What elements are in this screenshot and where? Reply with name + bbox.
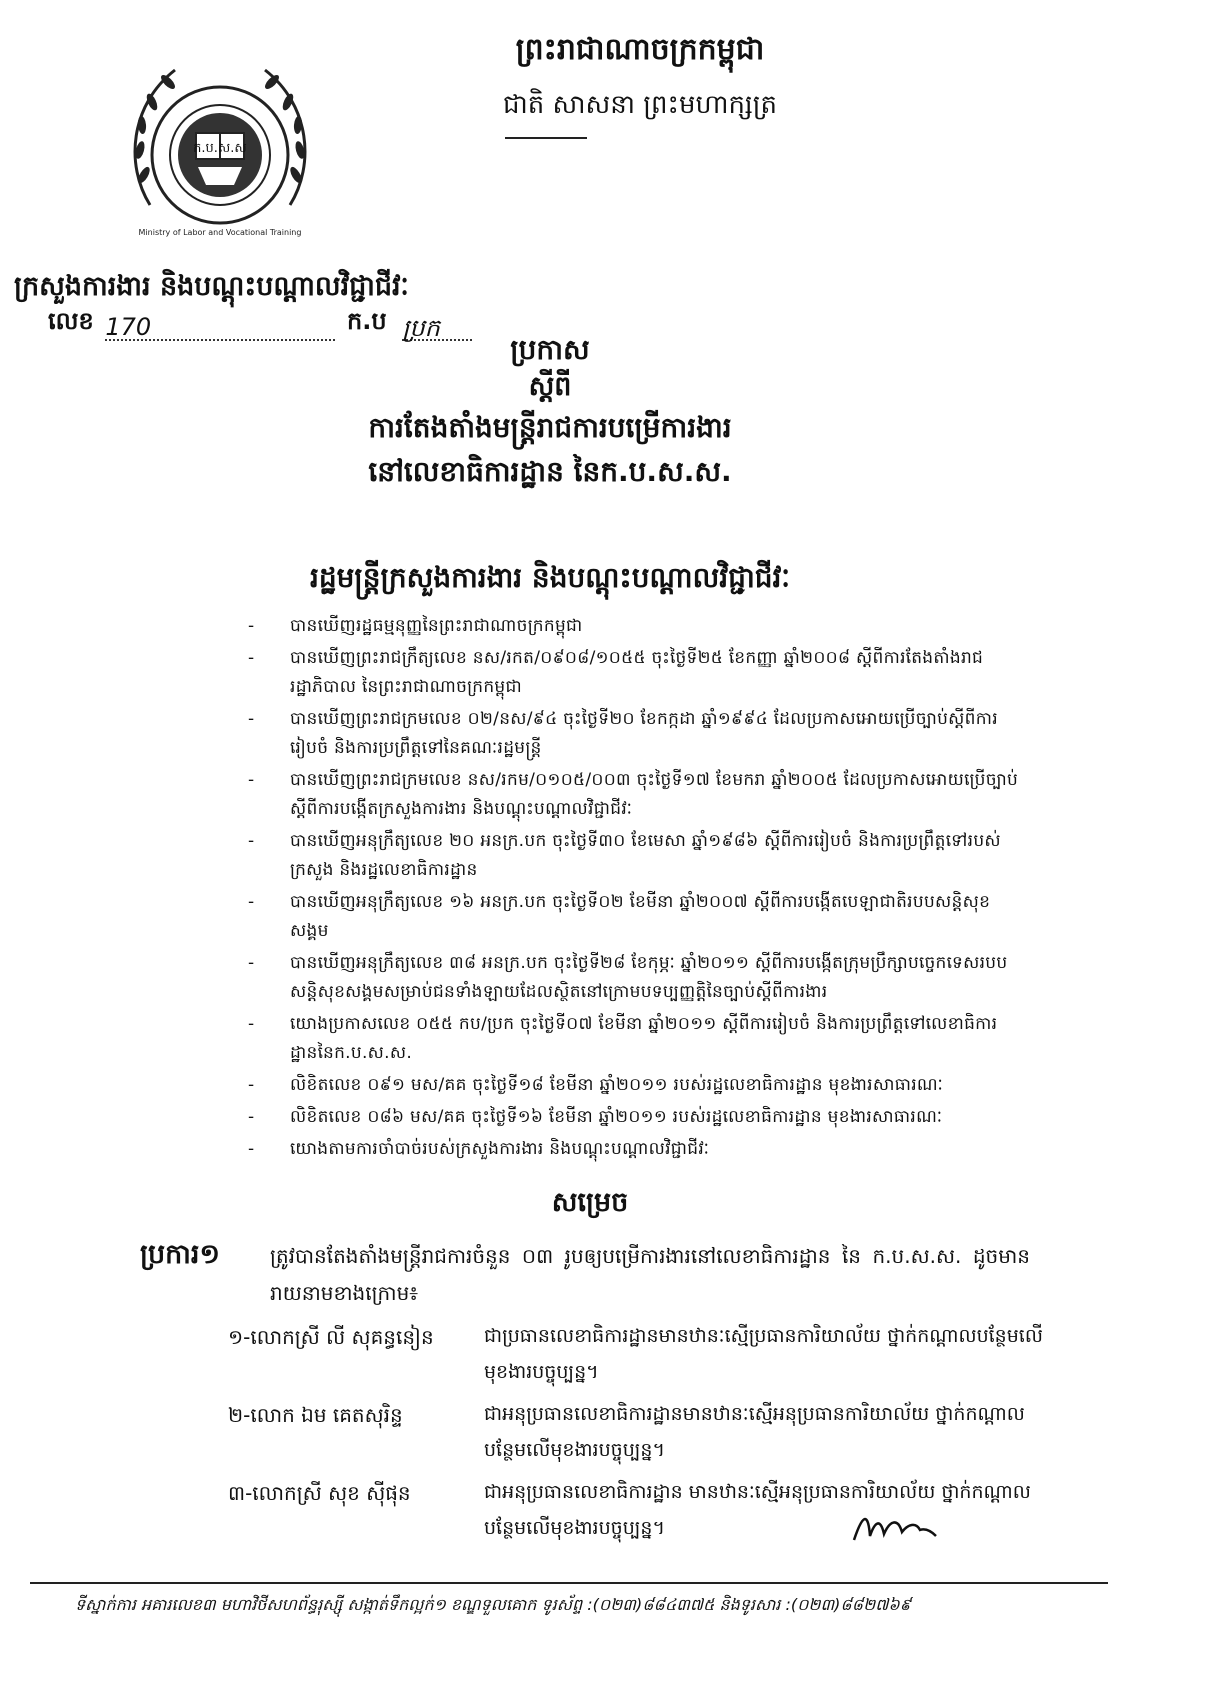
list-item: - បានឃើញអនុក្រឹត្យលេខ ១៦ អនក្រ.បក ចុះថ្ងៃទី០២ ខែមីនា ឆ្នាំ២០០៧ ស្តីពីការបង្កើតបេឡាជាតិរបបសន្តិសុខសង្គម	[248, 892, 991, 941]
initials-signature-icon	[850, 1506, 940, 1546]
ref-number: 170	[105, 313, 335, 341]
decision-heading: សម្រេច	[551, 1187, 629, 1218]
issuing-ministry: ក្រសួងការងារ និងបណ្តុះបណ្តាលវិជ្ជាជីវៈ	[14, 271, 409, 302]
list-item: - បានឃើញព្រះរាជក្រឹត្យលេខ នស/រកត/០៩០៨/១០៥៥ ចុះថ្ងៃទី២៥ ខែកញ្ញា ឆ្នាំ២០០៨ ស្តីពីការតែងតាំងរាជរដ្ឋាភិបាល នៃព្រះរាជាណាចក្រកម្ពុជា	[248, 648, 984, 697]
footer-address: ទីស្នាក់ការ អគារលេខ៣ មហាវិថីសហព័ន្ធរុស្ស៊ី សង្កាត់ទឹកល្អក់១ ខណ្ឌទួលគោក ទូរស័ព្ទ :(០២៣)៨៨៤៣៧៥ និងទូរសារ :(០២៣)៨៨២៧៦៩	[75, 1595, 911, 1614]
doc-subject-line1: ការតែងតាំងមន្ត្រីរាជការបម្រើការងារ	[368, 411, 732, 444]
list-item: - បានឃើញព្រះរាជក្រមលេខ ០២/នស/៩៤ ចុះថ្ងៃទី២០ ខែកក្កដា ឆ្នាំ១៩៩៤ ដែលប្រកាសអោយប្រើច្បាប់ស្តីពីការរៀបចំ និងការប្រព្រឹត្តទៅនៃគណៈរដ្ឋមន្ត្រី	[248, 709, 998, 758]
minister-heading: រដ្ឋមន្ត្រីក្រសួងការងារ និងបណ្តុះបណ្តាលវិជ្ជាជីវៈ	[310, 561, 790, 594]
list-item: - បានឃើញរដ្ឋធម្មនុញ្ញនៃព្រះរាជាណាចក្រកម្ពុជា	[248, 616, 583, 636]
ref-label: លេខ	[48, 307, 94, 335]
doc-subject-line2: នៅលេខាធិការដ្ឋាន នៃក.ប.ស.ស.	[368, 455, 732, 488]
list-item: - យោងតាមការចាំបាច់របស់ក្រសួងការងារ និងបណ្តុះបណ្តាលវិជ្ជាជីវៈ	[248, 1139, 710, 1159]
list-item: - លិខិតលេខ ០៨៦ មស/គគ ចុះថ្ងៃទី១៦ ខែមីនា ឆ្នាំ២០១១ របស់រដ្ឋលេខាធិការដ្ឋាន មុខងារសាធារណៈ	[248, 1107, 943, 1127]
appointee-1-name: ១-លោកស្រី លី សុគន្ធនៀន	[228, 1325, 434, 1349]
list-item: - បានឃើញអនុក្រឹត្យលេខ ២០ អនក្រ.បក ចុះថ្ងៃទី៣០ ខែមេសា ឆ្នាំ១៩៨៦ ស្តីពីការរៀបចំ និងការប្រព្រឹត្តទៅរបស់ក្រសួង និងរដ្ឋលេខាធិការដ្ឋាន	[248, 831, 1001, 880]
ministry-seal-icon	[130, 55, 310, 245]
article-text: ត្រូវបានតែងតាំងមន្ត្រីរាជការចំនួន ០៣ រូបឲ្យបម្រើការងារនៅលេខាធិការដ្ឋាន នៃ ក.ប.ស.ស. ដូចមានរាយនាមខាងក្រោម៖	[270, 1244, 1030, 1305]
appointee-2-name: ២-លោក ឯម គេតសុរិន្ទ	[228, 1403, 403, 1427]
svg-text:Ministry of Labor and Vocation: Ministry of Labor and Vocational Training	[138, 228, 302, 237]
footer-divider	[30, 1582, 1108, 1584]
considerations-list	[240, 612, 1020, 1167]
svg-text:ក.ប.ស.ស: ក.ប.ស.ស	[193, 141, 247, 156]
ref-code: ប្រក	[402, 313, 472, 341]
doc-type-title: ប្រកាស	[510, 333, 590, 366]
national-motto: ជាតិ សាសនា ព្រះមហាក្សត្រ	[503, 90, 777, 120]
list-item: - បានឃើញព្រះរាជក្រមលេខ នស/រកម/០១០៥/០០៣ ចុះថ្ងៃទី១៧ ខែមករា ឆ្នាំ២០០៥ ដែលប្រកាសអោយប្រើច្បាប់ស្តីពីការបង្កើតក្រសួងការងារ និងបណ្តុះបណ្តាលវិជ្ជាជីវៈ	[248, 770, 1019, 819]
appointee-3-role: ជាអនុប្រធានលេខាធិការដ្ឋាន មានឋានៈស្មើអនុប្រធានការិយាល័យ ថ្នាក់កណ្តាលបន្ថែមលើមុខងារបច្ចុប្បន្ន។	[484, 1481, 1031, 1539]
list-item: - យោងប្រកាសលេខ ០៥៥ កប/ប្រក ចុះថ្ងៃទី០៧ ខែមីនា ឆ្នាំ២០១១ ស្តីពីការរៀបចំ និងការប្រព្រឹត្តទៅលេខាធិការដ្ឋាននៃក.ប.ស.ស.	[248, 1014, 998, 1063]
list-item: - លិខិតលេខ ០៩១ មស/គគ ចុះថ្ងៃទី១៨ ខែមីនា ឆ្នាំ២០១១ របស់រដ្ឋលេខាធិការដ្ឋាន មុខងារសាធារណៈ	[248, 1075, 944, 1095]
list-item: - បានឃើញអនុក្រឹត្យលេខ ៣៨ អនក្រ.បក ចុះថ្ងៃទី២៨ ខែកុម្ភៈ ឆ្នាំ២០១១ ស្តីពីការបង្កើតក្រុមប្រឹក្សាបច្ចេកទេសរបបសន្តិសុខសង្គមសម្រាប់ជនទាំងឡាយដែលស្ថិតនៅក្រោមបទប្បញ្ញត្តិនៃច្បាប់ស្តីពីការងារ	[248, 953, 1008, 1002]
ref-suffix: ក.ប	[346, 307, 387, 335]
article-label: ប្រការ១	[140, 1239, 220, 1270]
kingdom-heading: ព្រះរាជាណាចក្រកម្ពុជា	[515, 32, 765, 67]
appointee-3-name: ៣-លោកស្រី សុខ ស៊ីផុន	[228, 1481, 411, 1505]
motto-divider	[505, 137, 587, 139]
doc-about-label: ស្តីពី	[528, 371, 572, 402]
appointee-1-role: ជាប្រធានលេខាធិការដ្ឋានមានឋានៈស្មើប្រធានការិយាល័យ ថ្នាក់កណ្តាលបន្ថែមលើមុខងារបច្ចុប្បន្ន។	[484, 1325, 1043, 1383]
appointee-2-role: ជាអនុប្រធានលេខាធិការដ្ឋានមានឋានៈស្មើអនុប្រធានការិយាល័យ ថ្នាក់កណ្តាលបន្ថែមលើមុខងារបច្ចុប្បន្ន។	[484, 1403, 1025, 1461]
